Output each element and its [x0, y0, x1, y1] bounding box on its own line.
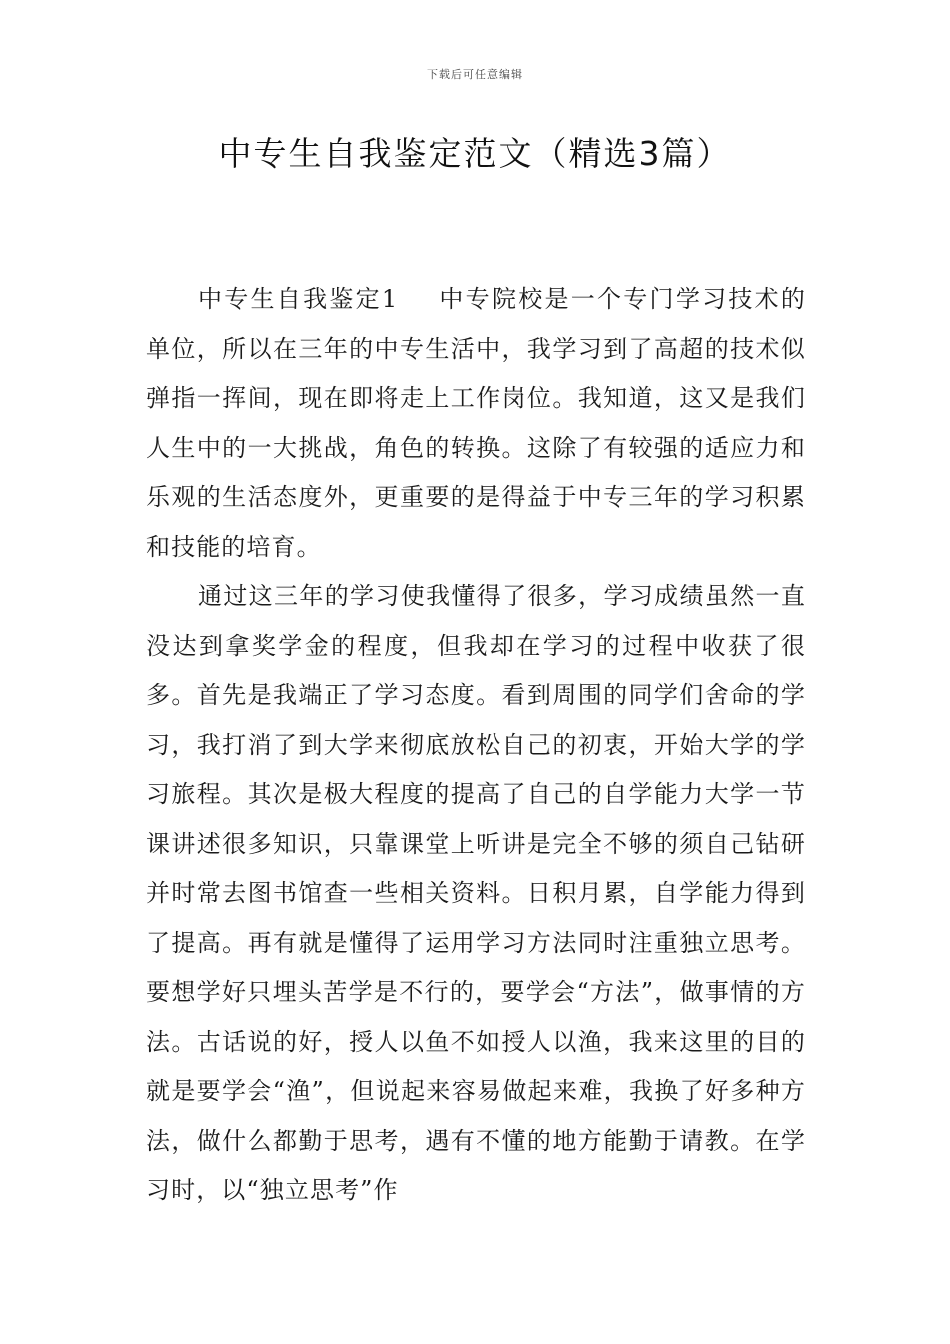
document-title: 中专生自我鉴定范文（精选3篇） — [218, 134, 732, 173]
paragraph-1 — [146, 275, 806, 572]
paragraph-1-text: 中专院校是一个专门学习技术的单位，所以在三年的中专生活中，我学习到了高超的技术似弹指一挥间，现在即将走上工作岗位。我知道，这又是我们人生中的一大挑战，角色的转换。这除了有较强的适应力和乐观的生活态度外，更重要的是得益于中专三年的学习积累和技能的培育。 — [146, 285, 806, 561]
header-note: 下载后可任意编辑 — [427, 68, 523, 81]
section-label: 中专生自我鉴定1 — [198, 285, 399, 313]
paragraph-2: 通过这三年的学习使我懂得了很多，学习成绩虽然一直没达到拿奖学金的程度，但我却在学习的过程中收获了很多。首先是我端正了学习态度。看到周围的同学们舍命的学习，我打消了到大学来彻底放松自己的初衷，开始大学的学习旅程。其次是极大程度的提高了自己的自学能力大学一节课讲述很多知识，只靠课堂上听讲是完全不够的须自己钻研并时常去图书馆查一些相关资料。日积月累，自学能力得到了提高。再有就是懂得了运用学习方法同时注重独立思考。要想学好只埋头苦学是不行的，要学会“方法”，做事情的方法。古话说的好，授人以鱼不如授人以渔，我来这里的目的就是要学会“渔”，但说起来容易做起来难，我换了好多种方法，做什么都勤于思考，遇有不懂的地方能勤于请教。在学习时，以“独立思考”作 — [146, 582, 806, 1204]
document-body — [146, 275, 806, 1216]
